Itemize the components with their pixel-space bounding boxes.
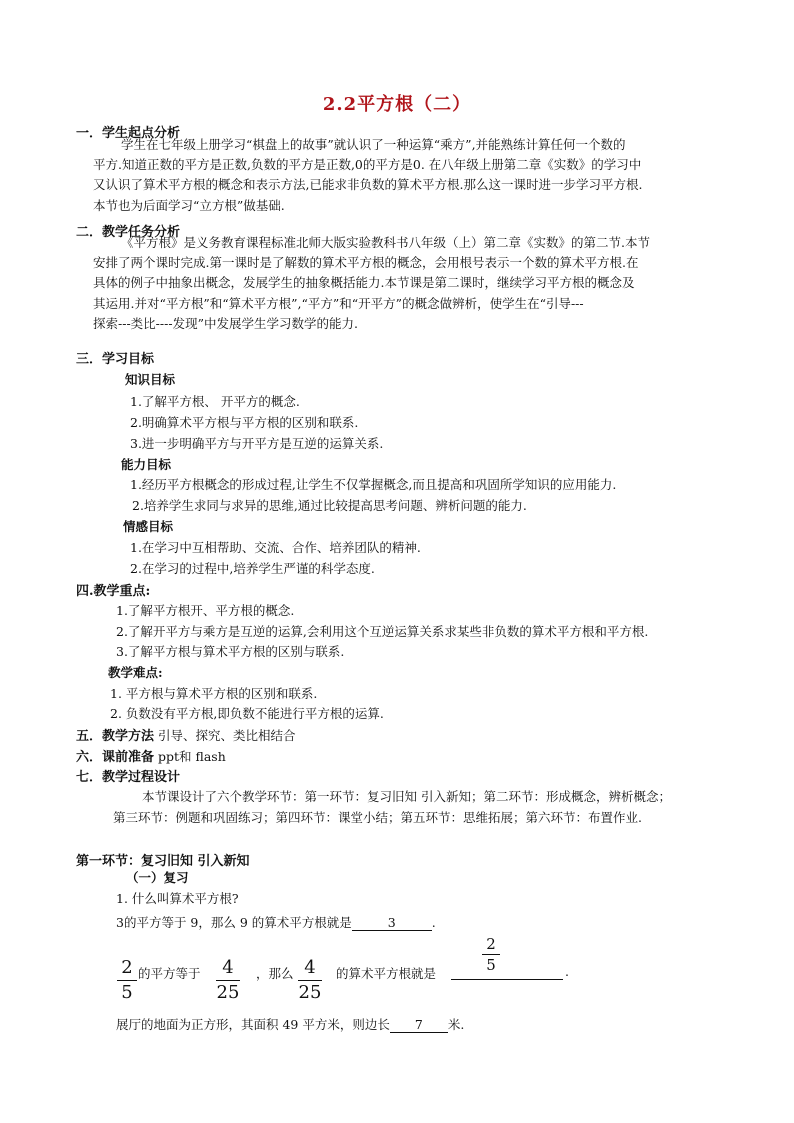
section-heading-7: 七．教学过程设计: [76, 770, 181, 785]
q4-text: 展厅的地面为正方形，其面积 49 平方米，则边长: [116, 1017, 390, 1032]
fraction-four-25ths-a: [216, 958, 240, 1003]
fraction-two-fifths: [117, 958, 137, 1003]
section-heading-5: 五．教学方法: [76, 729, 155, 744]
ability-goals-title: 能力目标: [121, 457, 172, 472]
fraction-numerator: 2: [121, 957, 133, 978]
section7-line-2: 第三环节：例题和巩固练习；第四环节：课堂小结；第五环节：思维拓展；第六环节：布置作业.: [113, 810, 642, 825]
key-point-2: 2.了解开平方与乘方是互逆的运算,会利用这个互逆运算关系求某些非负数的算术平方根和平方根.: [116, 624, 649, 639]
ability-goal-2: 2.培养学生求同与求异的思维,通过比较提高思考问题、辨析问题的能力.: [132, 498, 527, 513]
q4-end: 米.: [447, 1017, 465, 1032]
section-5: [76, 725, 296, 744]
ability-goal-1: 1.经历平方根概念的形成过程,让学生不仅掌握概念,而且提高和巩固所学知识的应用能力.: [130, 477, 617, 492]
fraction-bar: [298, 980, 322, 981]
fraction-denominator: 5: [486, 956, 496, 974]
frac-text-1: 的平方等于: [138, 966, 201, 981]
section2-line-2: 安排了两个课时完成.第一课时是了解数的算术平方根的概念，会用根号表示一个数的算术平方根.在: [93, 255, 639, 270]
question-line-4: [116, 1015, 464, 1033]
section-heading-3: 三．学习目标: [76, 352, 155, 367]
key-point-1: 1.了解平方根开、平方根的概念.: [116, 603, 295, 618]
preparation-text: ppt和 flash: [158, 749, 226, 764]
fraction-denominator: 25: [216, 982, 240, 1003]
frac-text-4: .: [565, 964, 569, 979]
fraction-bar: [482, 954, 500, 955]
fraction-numerator: 4: [304, 957, 316, 978]
fraction-numerator: 4: [222, 957, 234, 978]
section1-line-4: 本节也为后面学习“立方根”做基础.: [93, 198, 285, 213]
knowledge-goal-3: 3.进一步明确平方与开平方是互逆的运算关系.: [130, 436, 384, 451]
difficulty-1: 1. 平方根与算术平方根的区别和联系.: [110, 686, 318, 701]
knowledge-goals-title: 知识目标: [125, 372, 176, 387]
frac-text-3: 的算术平方根就是: [336, 966, 437, 981]
question-1: 1. 什么叫算术平方根?: [116, 891, 239, 906]
page-title: 2.2平方根（二）: [322, 94, 472, 115]
q2-answer-blank: [352, 916, 432, 931]
section2-line-3: 具体的例子中抽象出概念，发展学生的抽象概括能力.本节课是第二课时，继续学习平方根的概念及: [93, 275, 635, 290]
step1-heading: 第一环节：复习旧知 引入新知: [76, 854, 250, 869]
emotion-goals-title: 情感目标: [123, 519, 174, 534]
emotion-goal-1: 1.在学习中互相帮助、交流、合作、培养团队的精神.: [130, 540, 421, 555]
answer-fraction-two-fifths: [482, 936, 500, 973]
section2-line-1: 《平方根》是义务教育课程标准北师大版实验教科书八年级（上）第二章《实数》的第二节.本节: [121, 235, 650, 250]
fraction-denominator: 5: [121, 982, 133, 1003]
section-heading-2: 二．教学任务分析: [76, 225, 181, 240]
section7-line-1: 本节课设计了六个教学环节：第一环节：复习旧知 引入新知；第二环节：形成概念，辨析概念；: [142, 789, 671, 804]
emotion-goal-2: 2.在学习的过程中,培养学生严谨的科学态度.: [130, 561, 375, 576]
section-heading-6: 六．课前准备: [76, 750, 155, 765]
q4-answer-blank: [390, 1018, 448, 1033]
step1-subheading: （一）复习: [126, 870, 189, 885]
section-heading-1: 一．学生起点分析: [76, 126, 181, 141]
knowledge-goal-2: 2.明确算术平方根与平方根的区别和联系.: [130, 415, 359, 430]
difficulty-2: 2. 负数没有平方根,即负数不能进行平方根的运算.: [110, 706, 384, 721]
answer-blank-line: [451, 979, 563, 980]
q4-answer: 7: [414, 1017, 423, 1032]
section1-line-1: 学生在七年级上册学习“棋盘上的故事”就认识了一种运算“乘方”,并能熟练计算任何一个数的: [121, 137, 626, 152]
section1-line-3: 又认识了算术平方根的概念和表示方法,已能求非负数的算术平方根.那么这一课时进一步学习平方根.: [93, 177, 643, 192]
teaching-method-text: 引导、探究、类比相结合: [158, 728, 296, 743]
knowledge-goal-1: 1.了解平方根、 开平方的概念.: [130, 394, 300, 409]
q2-answer: 3: [387, 915, 396, 930]
section2-line-4: 其运用.并对“平方根”和“算术平方根”,“平方”和“开平方”的概念做辨析，使学生在“引导---: [93, 296, 584, 311]
fraction-four-25ths-b: [298, 958, 322, 1003]
section1-line-2: 平方.知道正数的平方是正数,负数的平方是正数,0的平方是0. 在八年级上册第二章《实数》的学习中: [93, 157, 642, 172]
q2-end: .: [431, 915, 436, 930]
question-line-2: [116, 913, 436, 931]
fraction-bar: [216, 980, 240, 981]
fraction-numerator: 2: [486, 935, 496, 953]
section-6: [76, 746, 226, 765]
difficulty-title: 教学难点:: [108, 665, 163, 680]
section2-line-5: 探索---类比----发现”中发展学生学习数学的能力.: [93, 316, 358, 331]
section-heading-4: 四.教学重点:: [76, 584, 151, 599]
fraction-denominator: 25: [298, 982, 322, 1003]
q2-text: 3的平方等于 9，那么 9 的算术平方根就是: [116, 915, 352, 930]
key-point-3: 3.了解平方根与算术平方根的区别与联系.: [116, 644, 345, 659]
frac-text-2: ，那么: [256, 966, 294, 981]
fraction-bar: [117, 980, 137, 981]
